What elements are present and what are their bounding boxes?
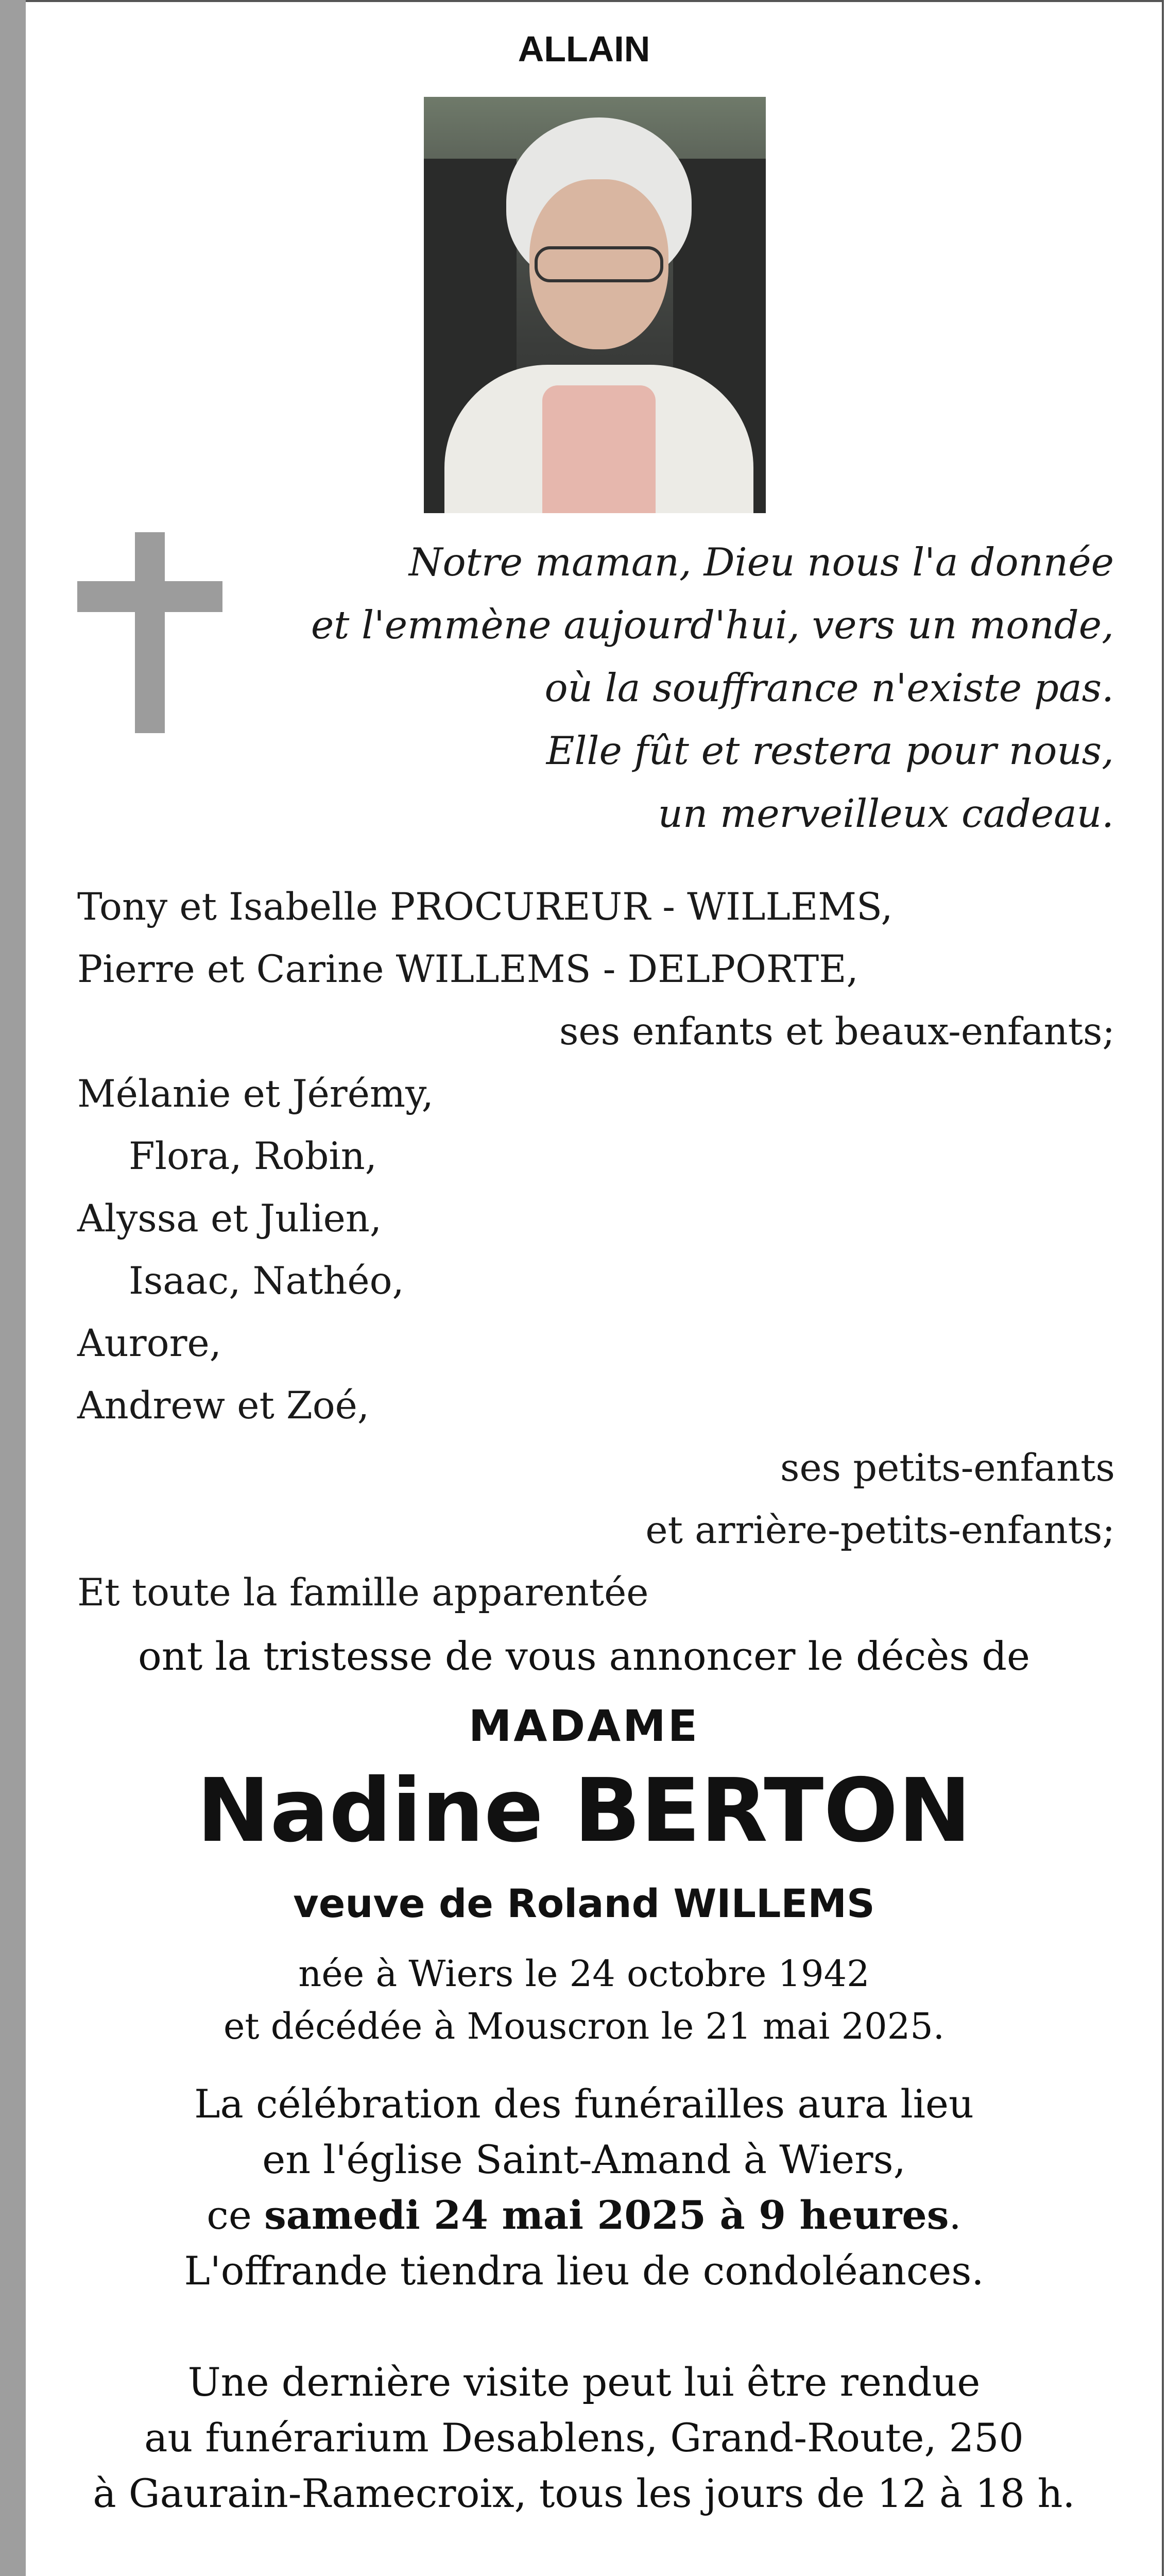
honorific-text: MADAME xyxy=(468,1701,700,1751)
birth-line: née à Wiers le 24 octobre 1942 xyxy=(298,1953,870,1995)
poem-line: Notre maman, Dieu nous l'a donnée xyxy=(408,539,1114,585)
family-line: Tony et Isabelle PROCUREUR - WILLEMS, xyxy=(77,885,893,929)
poem-line: un merveilleux cadeau. xyxy=(658,791,1114,836)
family-list xyxy=(77,876,1115,1624)
ceremony-line: L'offrande tiendra lieu de condoléances. xyxy=(184,2248,984,2294)
family-line: Pierre et Carine WILLEMS - DELPORTE, xyxy=(77,947,858,991)
visit-line: au funérarium Desablens, Grand-Route, 250 xyxy=(144,2415,1024,2461)
ceremony-date-line xyxy=(0,2188,1168,2243)
family-role: ses petits-enfants xyxy=(780,1446,1115,1490)
poem-line: Elle fût et restera pour nous, xyxy=(546,728,1114,773)
announcement-text: ont la tristesse de vous annoncer le décès de xyxy=(138,1633,1030,1679)
ceremony-line: La célébration des funérailles aura lieu xyxy=(194,2081,974,2127)
life-dates xyxy=(0,1947,1168,2053)
ceremony-line: en l'église Saint-Amand à Wiers, xyxy=(262,2137,906,2182)
family-role: et arrière-petits-enfants; xyxy=(645,1509,1115,1552)
family-line: Aurore, xyxy=(77,1321,221,1365)
portrait-photo xyxy=(424,97,766,513)
visit-line: Une dernière visite peut lui être rendue xyxy=(187,2359,981,2405)
poem-line: et l'emmène aujourd'hui, vers un monde, xyxy=(311,602,1114,648)
deceased-name xyxy=(0,1757,1168,1865)
family-line: Andrew et Zoé, xyxy=(77,1384,370,1428)
ceremony-prefix: ce xyxy=(207,2192,264,2238)
poem xyxy=(238,531,1114,845)
ceremony-info xyxy=(0,2076,1168,2299)
visit-info xyxy=(0,2354,1168,2521)
deceased-name-text: Nadine BERTON xyxy=(196,1760,972,1862)
poem-line: où la souffrance n'existe pas. xyxy=(544,665,1114,710)
visit-line: à Gaurain-Ramecroix, tous les jours de 12 à 18 h. xyxy=(93,2470,1075,2516)
ceremony-suffix: . xyxy=(949,2192,961,2238)
family-line: Mélanie et Jérémy, xyxy=(77,1072,434,1116)
widow-of-text: veuve de Roland WILLEMS xyxy=(293,1880,875,1926)
honorific xyxy=(0,1695,1168,1757)
ceremony-datetime: samedi 24 mai 2025 à 9 heures xyxy=(264,2192,949,2238)
family-line: Alyssa et Julien, xyxy=(77,1197,382,1241)
widow-of xyxy=(0,1875,1168,1932)
family-line: Et toute la famille apparentée xyxy=(77,1571,649,1615)
family-line: Flora, Robin, xyxy=(129,1134,377,1178)
maiden-surname: ALLAIN xyxy=(518,29,650,69)
death-line: et décédée à Mouscron le 21 mai 2025. xyxy=(223,2005,945,2047)
family-role: ses enfants et beaux-enfants; xyxy=(559,1010,1115,1054)
family-line: Isaac, Nathéo, xyxy=(129,1259,404,1303)
announcement xyxy=(0,1628,1168,1685)
